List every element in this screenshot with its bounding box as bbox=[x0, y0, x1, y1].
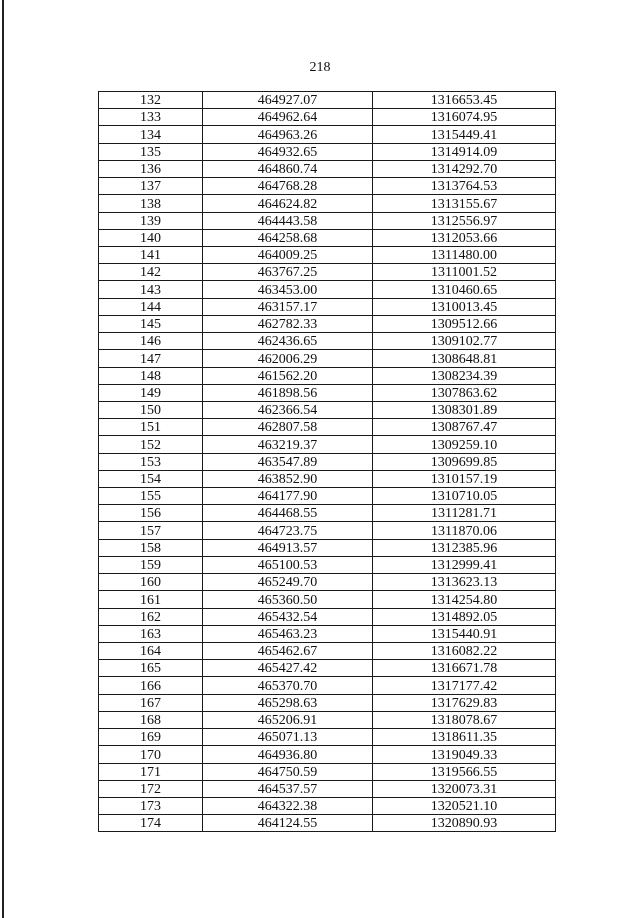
x-coordinate-cell: 464927.07 bbox=[203, 92, 373, 109]
point-number-cell: 166 bbox=[99, 677, 203, 694]
table-row bbox=[99, 229, 556, 246]
table-row bbox=[99, 694, 556, 711]
point-number-cell: 139 bbox=[99, 212, 203, 229]
table-row bbox=[99, 350, 556, 367]
point-number-cell: 170 bbox=[99, 746, 203, 763]
x-coordinate-cell: 465427.42 bbox=[203, 660, 373, 677]
point-number-cell: 160 bbox=[99, 574, 203, 591]
x-coordinate-cell: 464177.90 bbox=[203, 488, 373, 505]
x-coordinate-cell: 464723.75 bbox=[203, 522, 373, 539]
coordinates-table bbox=[98, 91, 556, 832]
point-number-cell: 143 bbox=[99, 281, 203, 298]
y-coordinate-cell: 1318611.35 bbox=[373, 729, 556, 746]
y-coordinate-cell: 1312999.41 bbox=[373, 556, 556, 573]
table-row bbox=[99, 608, 556, 625]
x-coordinate-cell: 465206.91 bbox=[203, 711, 373, 728]
point-number-cell: 163 bbox=[99, 625, 203, 642]
table-row bbox=[99, 488, 556, 505]
x-coordinate-cell: 464537.57 bbox=[203, 780, 373, 797]
table-row bbox=[99, 333, 556, 350]
point-number-cell: 171 bbox=[99, 763, 203, 780]
point-number-cell: 132 bbox=[99, 92, 203, 109]
y-coordinate-cell: 1316074.95 bbox=[373, 109, 556, 126]
table-row bbox=[99, 195, 556, 212]
x-coordinate-cell: 465370.70 bbox=[203, 677, 373, 694]
x-coordinate-cell: 464932.65 bbox=[203, 143, 373, 160]
point-number-cell: 140 bbox=[99, 229, 203, 246]
x-coordinate-cell: 461898.56 bbox=[203, 384, 373, 401]
x-coordinate-cell: 464258.68 bbox=[203, 229, 373, 246]
y-coordinate-cell: 1311001.52 bbox=[373, 264, 556, 281]
table-row bbox=[99, 625, 556, 642]
point-number-cell: 161 bbox=[99, 591, 203, 608]
y-coordinate-cell: 1318078.67 bbox=[373, 711, 556, 728]
table-row bbox=[99, 315, 556, 332]
y-coordinate-cell: 1309102.77 bbox=[373, 333, 556, 350]
table-row bbox=[99, 660, 556, 677]
point-number-cell: 149 bbox=[99, 384, 203, 401]
table-row bbox=[99, 711, 556, 728]
point-number-cell: 133 bbox=[99, 109, 203, 126]
x-coordinate-cell: 464860.74 bbox=[203, 160, 373, 177]
point-number-cell: 157 bbox=[99, 522, 203, 539]
table-row bbox=[99, 212, 556, 229]
table-row bbox=[99, 591, 556, 608]
x-coordinate-cell: 463219.37 bbox=[203, 436, 373, 453]
table-row bbox=[99, 522, 556, 539]
y-coordinate-cell: 1314914.09 bbox=[373, 143, 556, 160]
table-row bbox=[99, 298, 556, 315]
table-row bbox=[99, 178, 556, 195]
x-coordinate-cell: 464936.80 bbox=[203, 746, 373, 763]
x-coordinate-cell: 465071.13 bbox=[203, 729, 373, 746]
y-coordinate-cell: 1320890.93 bbox=[373, 815, 556, 832]
x-coordinate-cell: 461562.20 bbox=[203, 367, 373, 384]
point-number-cell: 167 bbox=[99, 694, 203, 711]
table-row bbox=[99, 453, 556, 470]
table-row bbox=[99, 556, 556, 573]
table-row bbox=[99, 677, 556, 694]
y-coordinate-cell: 1308234.39 bbox=[373, 367, 556, 384]
x-coordinate-cell: 462807.58 bbox=[203, 419, 373, 436]
point-number-cell: 154 bbox=[99, 470, 203, 487]
y-coordinate-cell: 1311480.00 bbox=[373, 246, 556, 263]
point-number-cell: 144 bbox=[99, 298, 203, 315]
y-coordinate-cell: 1319049.33 bbox=[373, 746, 556, 763]
point-number-cell: 158 bbox=[99, 539, 203, 556]
page-number: 218 bbox=[309, 60, 331, 75]
x-coordinate-cell: 464322.38 bbox=[203, 797, 373, 814]
y-coordinate-cell: 1308648.81 bbox=[373, 350, 556, 367]
y-coordinate-cell: 1313623.13 bbox=[373, 574, 556, 591]
y-coordinate-cell: 1314292.70 bbox=[373, 160, 556, 177]
y-coordinate-cell: 1309699.85 bbox=[373, 453, 556, 470]
point-number-cell: 169 bbox=[99, 729, 203, 746]
y-coordinate-cell: 1310710.05 bbox=[373, 488, 556, 505]
y-coordinate-cell: 1316653.45 bbox=[373, 92, 556, 109]
table-row bbox=[99, 281, 556, 298]
point-number-cell: 151 bbox=[99, 419, 203, 436]
table-row bbox=[99, 419, 556, 436]
page-edge bbox=[2, 0, 4, 918]
x-coordinate-cell: 465100.53 bbox=[203, 556, 373, 573]
point-number-cell: 135 bbox=[99, 143, 203, 160]
table-row bbox=[99, 109, 556, 126]
x-coordinate-cell: 465298.63 bbox=[203, 694, 373, 711]
x-coordinate-cell: 465432.54 bbox=[203, 608, 373, 625]
x-coordinate-cell: 462782.33 bbox=[203, 315, 373, 332]
y-coordinate-cell: 1310013.45 bbox=[373, 298, 556, 315]
table-row bbox=[99, 729, 556, 746]
y-coordinate-cell: 1308767.47 bbox=[373, 419, 556, 436]
y-coordinate-cell: 1313155.67 bbox=[373, 195, 556, 212]
y-coordinate-cell: 1317629.83 bbox=[373, 694, 556, 711]
y-coordinate-cell: 1310157.19 bbox=[373, 470, 556, 487]
table-row bbox=[99, 574, 556, 591]
point-number-cell: 174 bbox=[99, 815, 203, 832]
y-coordinate-cell: 1315440.91 bbox=[373, 625, 556, 642]
table-row bbox=[99, 797, 556, 814]
table-row bbox=[99, 763, 556, 780]
y-coordinate-cell: 1308301.89 bbox=[373, 401, 556, 418]
y-coordinate-cell: 1315449.41 bbox=[373, 126, 556, 143]
point-number-cell: 164 bbox=[99, 643, 203, 660]
point-number-cell: 146 bbox=[99, 333, 203, 350]
table-row bbox=[99, 384, 556, 401]
table-row bbox=[99, 160, 556, 177]
point-number-cell: 165 bbox=[99, 660, 203, 677]
table-row bbox=[99, 505, 556, 522]
point-number-cell: 137 bbox=[99, 178, 203, 195]
table-row bbox=[99, 470, 556, 487]
table-row bbox=[99, 367, 556, 384]
point-number-cell: 173 bbox=[99, 797, 203, 814]
y-coordinate-cell: 1314892.05 bbox=[373, 608, 556, 625]
y-coordinate-cell: 1313764.53 bbox=[373, 178, 556, 195]
y-coordinate-cell: 1316082.22 bbox=[373, 643, 556, 660]
x-coordinate-cell: 465463.23 bbox=[203, 625, 373, 642]
y-coordinate-cell: 1320521.10 bbox=[373, 797, 556, 814]
x-coordinate-cell: 464768.28 bbox=[203, 178, 373, 195]
point-number-cell: 150 bbox=[99, 401, 203, 418]
x-coordinate-cell: 463767.25 bbox=[203, 264, 373, 281]
point-number-cell: 142 bbox=[99, 264, 203, 281]
table-row bbox=[99, 780, 556, 797]
table-row bbox=[99, 815, 556, 832]
y-coordinate-cell: 1319566.55 bbox=[373, 763, 556, 780]
point-number-cell: 148 bbox=[99, 367, 203, 384]
x-coordinate-cell: 465462.67 bbox=[203, 643, 373, 660]
point-number-cell: 172 bbox=[99, 780, 203, 797]
y-coordinate-cell: 1307863.62 bbox=[373, 384, 556, 401]
point-number-cell: 138 bbox=[99, 195, 203, 212]
y-coordinate-cell: 1312556.97 bbox=[373, 212, 556, 229]
x-coordinate-cell: 465249.70 bbox=[203, 574, 373, 591]
x-coordinate-cell: 462366.54 bbox=[203, 401, 373, 418]
point-number-cell: 136 bbox=[99, 160, 203, 177]
y-coordinate-cell: 1309512.66 bbox=[373, 315, 556, 332]
point-number-cell: 156 bbox=[99, 505, 203, 522]
y-coordinate-cell: 1312053.66 bbox=[373, 229, 556, 246]
table-row bbox=[99, 264, 556, 281]
y-coordinate-cell: 1316671.78 bbox=[373, 660, 556, 677]
table-row bbox=[99, 746, 556, 763]
x-coordinate-cell: 463547.89 bbox=[203, 453, 373, 470]
x-coordinate-cell: 465360.50 bbox=[203, 591, 373, 608]
y-coordinate-cell: 1310460.65 bbox=[373, 281, 556, 298]
point-number-cell: 162 bbox=[99, 608, 203, 625]
point-number-cell: 168 bbox=[99, 711, 203, 728]
point-number-cell: 152 bbox=[99, 436, 203, 453]
x-coordinate-cell: 464913.57 bbox=[203, 539, 373, 556]
table-row bbox=[99, 539, 556, 556]
y-coordinate-cell: 1311870.06 bbox=[373, 522, 556, 539]
x-coordinate-cell: 464443.58 bbox=[203, 212, 373, 229]
coordinates-table-body bbox=[99, 92, 556, 832]
point-number-cell: 134 bbox=[99, 126, 203, 143]
x-coordinate-cell: 464963.26 bbox=[203, 126, 373, 143]
table-row bbox=[99, 436, 556, 453]
table-row bbox=[99, 401, 556, 418]
x-coordinate-cell: 464624.82 bbox=[203, 195, 373, 212]
point-number-cell: 159 bbox=[99, 556, 203, 573]
table-row bbox=[99, 92, 556, 109]
x-coordinate-cell: 463852.90 bbox=[203, 470, 373, 487]
table-row bbox=[99, 126, 556, 143]
x-coordinate-cell: 463453.00 bbox=[203, 281, 373, 298]
x-coordinate-cell: 464468.55 bbox=[203, 505, 373, 522]
point-number-cell: 145 bbox=[99, 315, 203, 332]
x-coordinate-cell: 464124.55 bbox=[203, 815, 373, 832]
x-coordinate-cell: 463157.17 bbox=[203, 298, 373, 315]
x-coordinate-cell: 464962.64 bbox=[203, 109, 373, 126]
point-number-cell: 155 bbox=[99, 488, 203, 505]
x-coordinate-cell: 464750.59 bbox=[203, 763, 373, 780]
table-row bbox=[99, 643, 556, 660]
y-coordinate-cell: 1317177.42 bbox=[373, 677, 556, 694]
point-number-cell: 147 bbox=[99, 350, 203, 367]
y-coordinate-cell: 1320073.31 bbox=[373, 780, 556, 797]
point-number-cell: 153 bbox=[99, 453, 203, 470]
point-number-cell: 141 bbox=[99, 246, 203, 263]
table-row bbox=[99, 246, 556, 263]
table-row bbox=[99, 143, 556, 160]
y-coordinate-cell: 1312385.96 bbox=[373, 539, 556, 556]
x-coordinate-cell: 462006.29 bbox=[203, 350, 373, 367]
x-coordinate-cell: 462436.65 bbox=[203, 333, 373, 350]
y-coordinate-cell: 1309259.10 bbox=[373, 436, 556, 453]
y-coordinate-cell: 1314254.80 bbox=[373, 591, 556, 608]
y-coordinate-cell: 1311281.71 bbox=[373, 505, 556, 522]
x-coordinate-cell: 464009.25 bbox=[203, 246, 373, 263]
